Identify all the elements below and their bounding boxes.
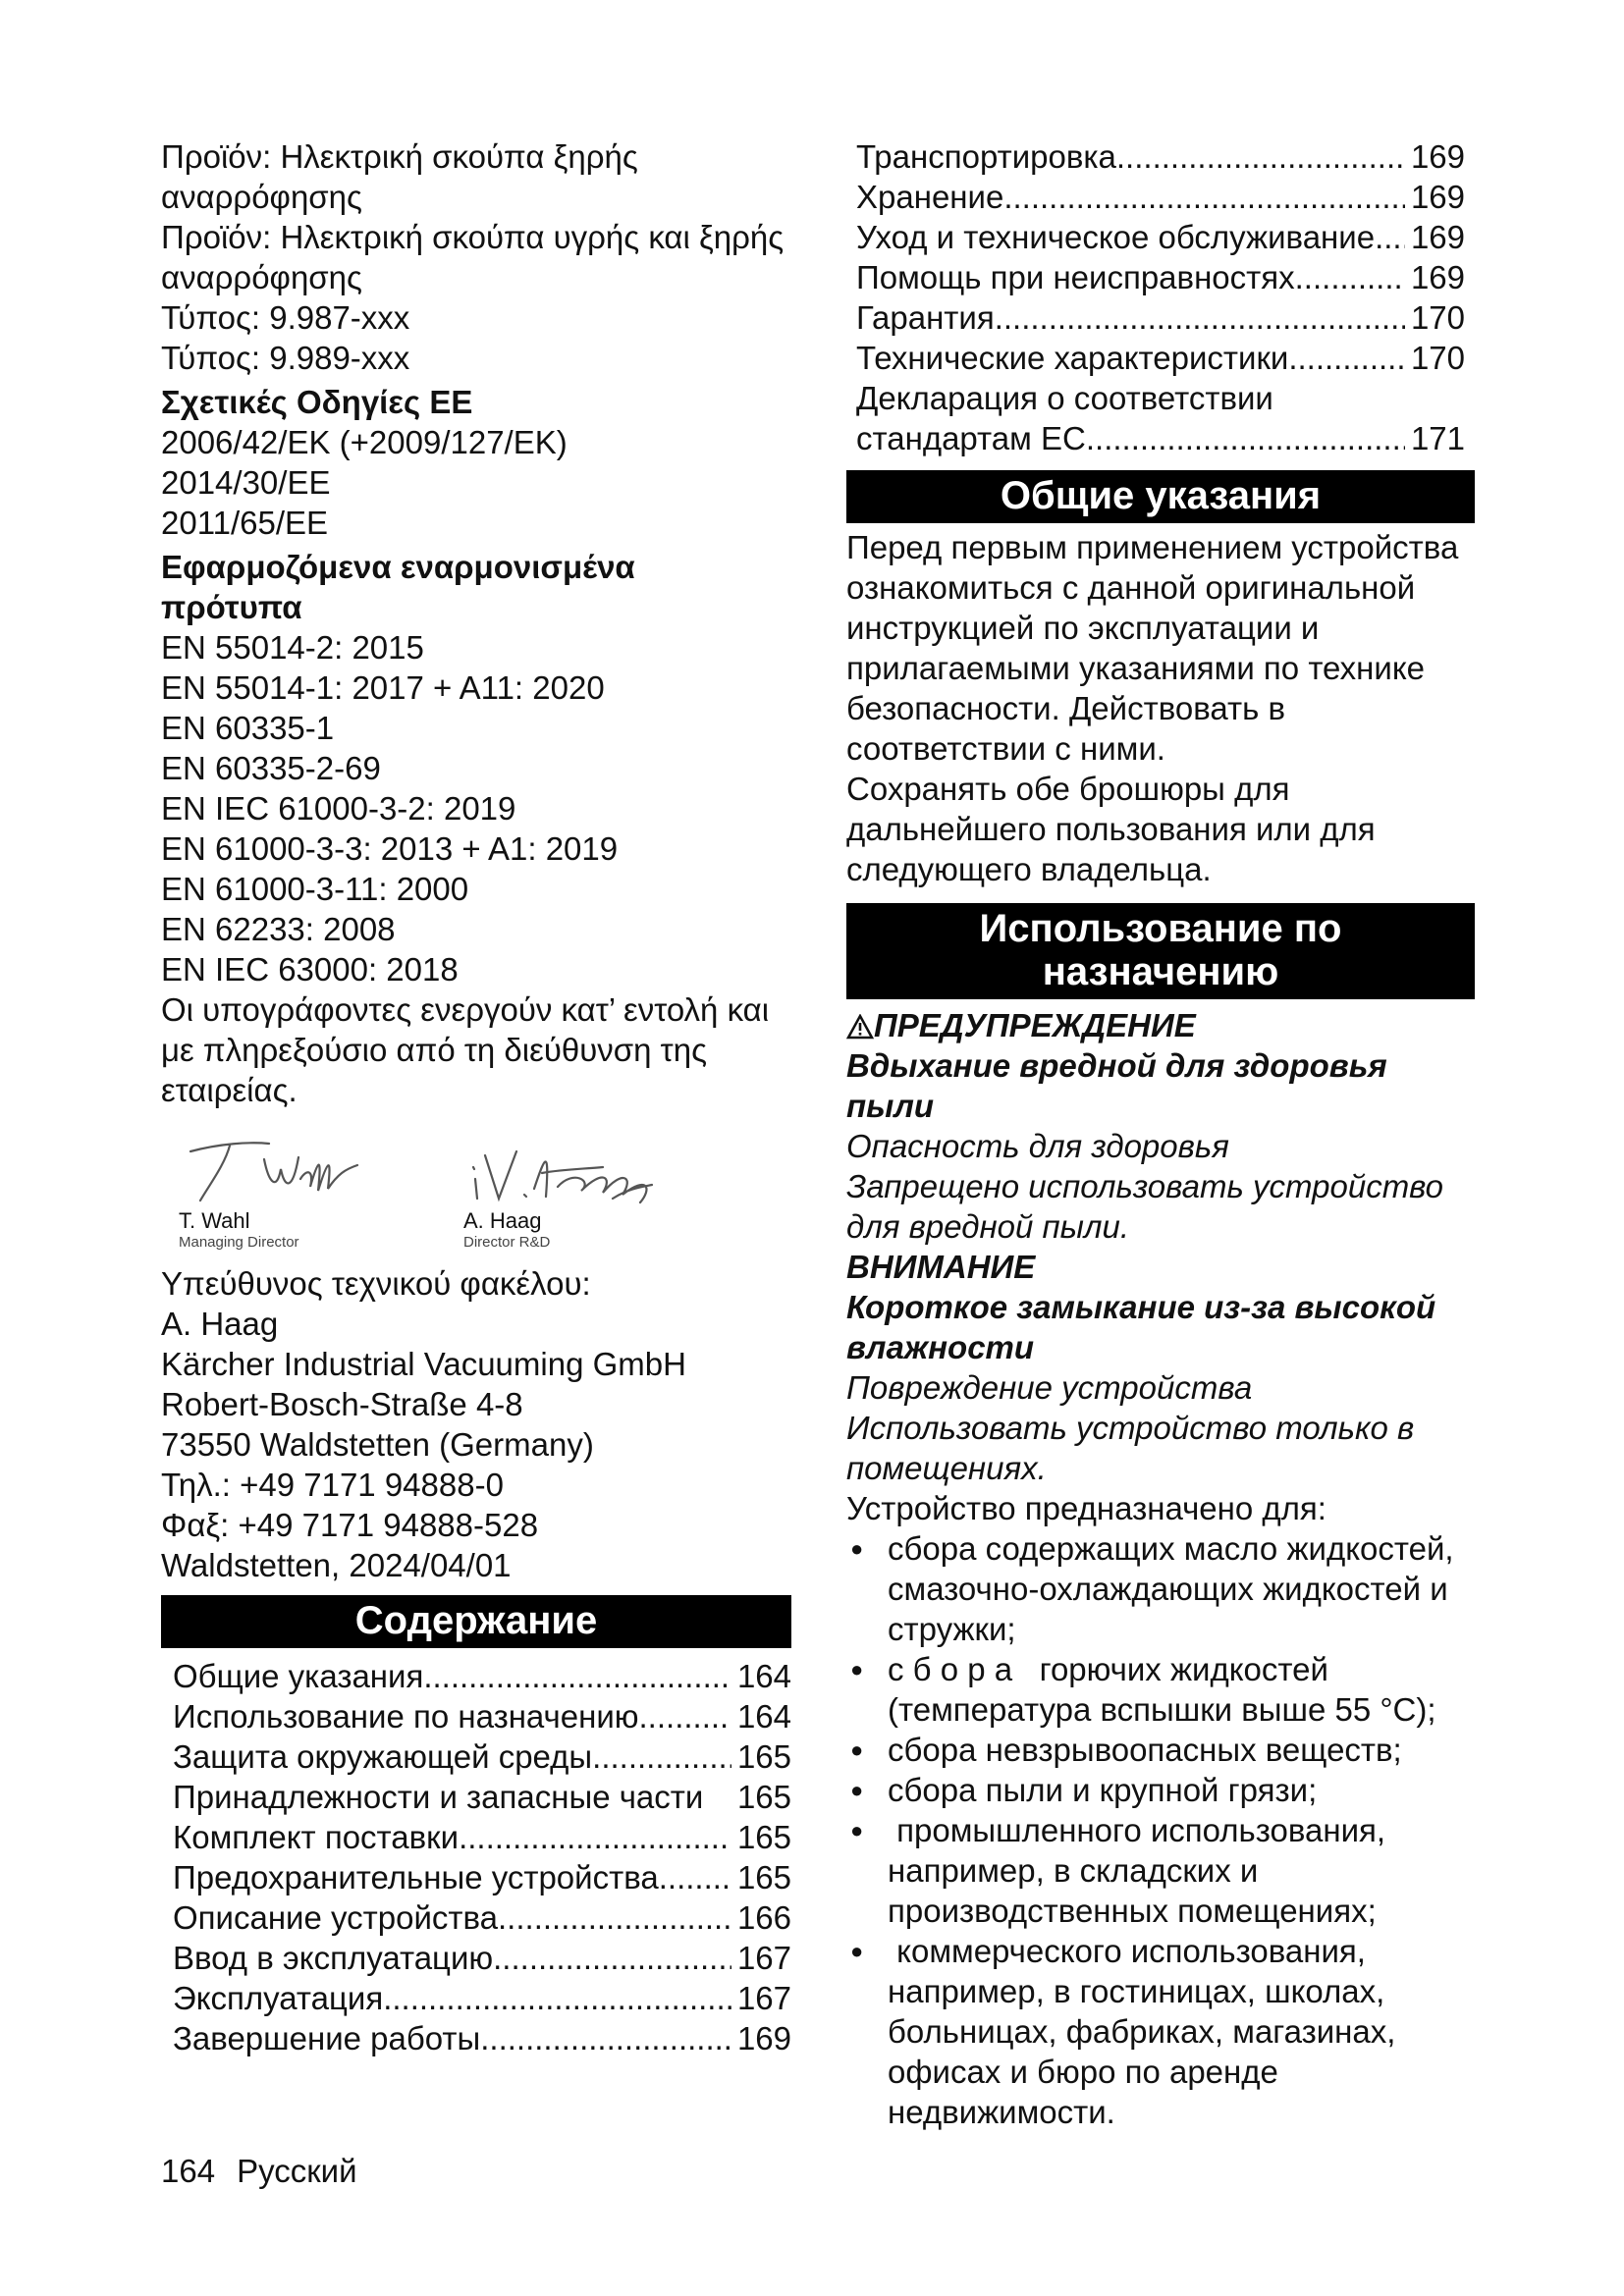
list-item-line: стружки; [888, 1611, 1016, 1647]
signature-haag [456, 1130, 672, 1252]
list-item [846, 1730, 1475, 1770]
toc-entry[interactable] [856, 418, 1465, 458]
toc-page: 165 [736, 1819, 791, 1855]
toc-title: Хранение [856, 179, 1004, 215]
toc-entry[interactable] [173, 1897, 791, 1938]
toc-title: Уход и техническое обслуживание [856, 219, 1376, 255]
toc-title: Общие указания [173, 1658, 424, 1694]
list-item-line: ● промышленного использования, [888, 1812, 1386, 1848]
standard-item: EN 55014-2: 2015 [161, 629, 424, 666]
contact-line: Kärcher Industrial Vacuuming GmbH [161, 1346, 686, 1382]
toc-entry[interactable] [173, 1938, 791, 1978]
toc-page: 169 [1410, 138, 1465, 175]
warning-triangle-icon [846, 1014, 874, 1040]
standards-title: πρότυπα [161, 589, 302, 625]
toc-title: Помощь при неисправностях [856, 259, 1295, 295]
toc-page: 165 [736, 1779, 791, 1815]
toc-title: Декларация о соответствии [856, 380, 1273, 416]
text-line: соответствии с ними. [846, 730, 1165, 767]
list-item [846, 1810, 1475, 1931]
product-line: Προϊόν: Ηλεκτρική σκούπα ξηρής [161, 138, 638, 175]
intended-use-list [846, 1528, 1475, 2132]
toc-page: 171 [1410, 420, 1465, 456]
caution-text: Использовать устройство только в [846, 1410, 1415, 1446]
signature-image [171, 1130, 387, 1208]
signatories-note [161, 989, 791, 1110]
signatures [161, 1130, 791, 1252]
intended-use-intro: Устройство предназначено для: [846, 1490, 1326, 1526]
contents-heading: Содержание [161, 1595, 791, 1648]
page-footer [161, 2151, 357, 2191]
toc-entry[interactable] [173, 1777, 791, 1817]
toc-entry[interactable] [856, 338, 1465, 378]
list-item-line: больницах, фабриках, магазинах, [888, 2013, 1396, 2050]
note-line: Οι υπογράφοντες ενεργούν κατ’ εντολή και [161, 991, 770, 1028]
contact-block [161, 1263, 791, 1585]
toc-page: 170 [1410, 299, 1465, 336]
standards-title: Εφαρμοζόμενα εναρμονισμένα [161, 549, 635, 585]
list-item-line: смазочно-охлаждающих жидкостей и [888, 1571, 1448, 1607]
text-line: Сохранять обе брошюры для [846, 771, 1290, 807]
toc-title: Принадлежности и запасные части [173, 1779, 704, 1815]
usage-heading [846, 903, 1475, 999]
toc-entry[interactable] [856, 217, 1465, 257]
list-item-line: (температура вспышки выше 55 °C); [888, 1691, 1436, 1728]
signatory-role: Managing Director [179, 1234, 299, 1251]
toc-page: 164 [736, 1658, 791, 1694]
product-line: αναρρόφησης [161, 179, 362, 215]
toc-entry[interactable] [856, 297, 1465, 338]
heading-line: Использование по [979, 907, 1342, 950]
toc-entry[interactable] [856, 257, 1465, 297]
warning-title: пыли [846, 1088, 935, 1124]
signatory-role: Director R&D [463, 1234, 551, 1251]
warning-label-text: ПРЕДУПРЕЖДЕНИЕ [874, 1007, 1196, 1043]
toc-title: Защита окружающей среды [173, 1738, 593, 1775]
toc-page: 170 [1410, 340, 1465, 376]
toc-entry[interactable] [173, 1696, 791, 1736]
caution-label: ВНИМАНИЕ [846, 1249, 1036, 1285]
toc-entry[interactable] [856, 177, 1465, 217]
text-line: следующего владельца. [846, 851, 1212, 887]
contact-line: Robert-Bosch-Straße 4-8 [161, 1386, 523, 1422]
list-item-line: например, в складских и [888, 1852, 1259, 1889]
standard-item: EN 60335-2-69 [161, 750, 381, 786]
toc-title: Использование по назначению [173, 1698, 639, 1735]
toc-entry[interactable] [856, 136, 1465, 177]
toc-page: 165 [736, 1859, 791, 1896]
warning-text: Запрещено использовать устройство [846, 1168, 1444, 1204]
caution-title: влажности [846, 1329, 1035, 1365]
contact-line: Υπεύθυνος τεχνικού φακέλου: [161, 1265, 591, 1302]
caution-text: Повреждение устройства [846, 1369, 1253, 1406]
product-line: αναρρόφησης [161, 259, 362, 295]
type-line: Τύπος: 9.989-xxx [161, 340, 410, 376]
toc-page: 169 [1410, 259, 1465, 295]
list-item-line: ● сбора пыли и крупной грязи; [888, 1772, 1318, 1808]
general-text [846, 527, 1475, 889]
text-line: инструкцией по эксплуатации и [846, 610, 1320, 646]
contact-line: Τηλ.: +49 7171 94888-0 [161, 1467, 504, 1503]
toc-entry[interactable] [173, 1857, 791, 1897]
contact-line: Φαξ: +49 7171 94888-528 [161, 1507, 539, 1543]
list-item-line: ● сбора невзрывоопасных веществ; [888, 1732, 1402, 1768]
standard-item: EN 61000-3-11: 2000 [161, 871, 469, 907]
toc-title: стандартам ЕС [856, 420, 1086, 456]
toc-page: 169 [1410, 219, 1465, 255]
signature-image [456, 1130, 672, 1208]
toc-title: Описание устройства [173, 1899, 499, 1936]
contact-line: Waldstetten, 2024/04/01 [161, 1547, 512, 1583]
caution-text: помещениях. [846, 1450, 1047, 1486]
toc-entry[interactable] [173, 1817, 791, 1857]
product-line: Προϊόν: Ηλεκτρική σκούπα υγρής και ξηρής [161, 219, 785, 255]
warning-label [846, 1005, 1475, 1045]
list-item [846, 1770, 1475, 1810]
list-item-line: ● с б о р а горючих жидкостей [888, 1651, 1328, 1687]
text-line: безопасности. Действовать в [846, 690, 1286, 726]
toc-title: Эксплуатация [173, 1980, 384, 2016]
table-of-contents-continued [846, 136, 1475, 458]
text-line: прилагаемыми указаниями по технике [846, 650, 1426, 686]
standard-item: EN 55014-1: 2017 + A11: 2020 [161, 669, 605, 706]
contact-line: 73550 Waldstetten (Germany) [161, 1426, 594, 1463]
signatory-name: A. Haag [463, 1208, 542, 1233]
directive-item: 2011/65/EE [161, 505, 329, 541]
general-heading: Общие указания [846, 470, 1475, 523]
text-line: дальнейшего пользования или для [846, 811, 1376, 847]
list-item [846, 1649, 1475, 1730]
toc-entry[interactable] [173, 1978, 791, 2018]
directive-item: 2006/42/EK (+2009/127/EK) [161, 424, 568, 460]
left-column [161, 136, 791, 2058]
right-column [846, 136, 1475, 2132]
heading-line: назначению [1042, 950, 1279, 993]
list-item-line: офисах и бюро по аренде [888, 2054, 1278, 2090]
list-item-line: ● коммерческого использования, [888, 1933, 1366, 1969]
standard-item: EN 61000-3-3: 2013 + A1: 2019 [161, 830, 619, 867]
toc-page: 167 [736, 1940, 791, 1976]
toc-page: 167 [736, 1980, 791, 2016]
signatory-name: T. Wahl [179, 1208, 250, 1233]
product-info [161, 136, 791, 378]
toc-title: Транспортировка [856, 138, 1116, 175]
standard-item: EN IEC 61000-3-2: 2019 [161, 790, 516, 827]
toc-page: 169 [1410, 179, 1465, 215]
page-number: 164 [161, 2153, 216, 2189]
toc-page: 165 [736, 1738, 791, 1775]
contact-line: A. Haag [161, 1306, 279, 1342]
list-item-line: производственных помещениях; [888, 1893, 1377, 1929]
caution-title: Короткое замыкание из-за высокой [846, 1289, 1436, 1325]
warning-text: Опасность для здоровья [846, 1128, 1229, 1164]
directives-list [161, 422, 791, 543]
toc-title: Предохранительные устройства [173, 1859, 659, 1896]
note-line: με πληρεξούσιο από τη διεύθυνση της [161, 1032, 707, 1068]
toc-page: 169 [736, 2020, 791, 2056]
warning-text: для вредной пыли. [846, 1208, 1130, 1245]
signature-wahl [171, 1130, 387, 1252]
toc-title: Гарантия [856, 299, 995, 336]
table-of-contents [161, 1656, 791, 2058]
toc-page: 166 [736, 1899, 791, 1936]
toc-title: Технические характеристики [856, 340, 1289, 376]
toc-entry[interactable] [173, 1656, 791, 1696]
list-item [846, 1931, 1475, 2132]
list-item-line: ● сбора содержащих масло жидкостей, [888, 1530, 1454, 1567]
toc-title: Комплект поставки [173, 1819, 460, 1855]
directive-item: 2014/30/EE [161, 464, 331, 501]
toc-entry[interactable] [173, 2018, 791, 2058]
standard-item: EN IEC 63000: 2018 [161, 951, 459, 988]
standard-item: EN 62233: 2008 [161, 911, 396, 947]
standards-list [161, 627, 791, 989]
warning-title: Вдыхание вредной для здоровья [846, 1047, 1387, 1084]
toc-entry[interactable] [173, 1736, 791, 1777]
text-line: ознакомиться с данной оригинальной [846, 569, 1416, 606]
type-line: Τύπος: 9.987-xxx [161, 299, 410, 336]
toc-title: Ввод в эксплуатацию [173, 1940, 494, 1976]
toc-title: Завершение работы [173, 2020, 481, 2056]
standard-item: EN 60335-1 [161, 710, 335, 746]
list-item-line: например, в гостиницах, школах, [888, 1973, 1385, 2009]
toc-page: 164 [736, 1698, 791, 1735]
note-line: εταιρείας. [161, 1072, 298, 1108]
text-line: Перед первым применением устройства [846, 529, 1459, 565]
list-item-line: недвижимости. [888, 2094, 1115, 2130]
directives-title: Σχετικές Οδηγίες ΕΕ [161, 384, 473, 420]
footer-language: Русский [237, 2153, 357, 2189]
warning-block [846, 1005, 1475, 1247]
caution-block [846, 1247, 1475, 1488]
list-item [846, 1528, 1475, 1649]
